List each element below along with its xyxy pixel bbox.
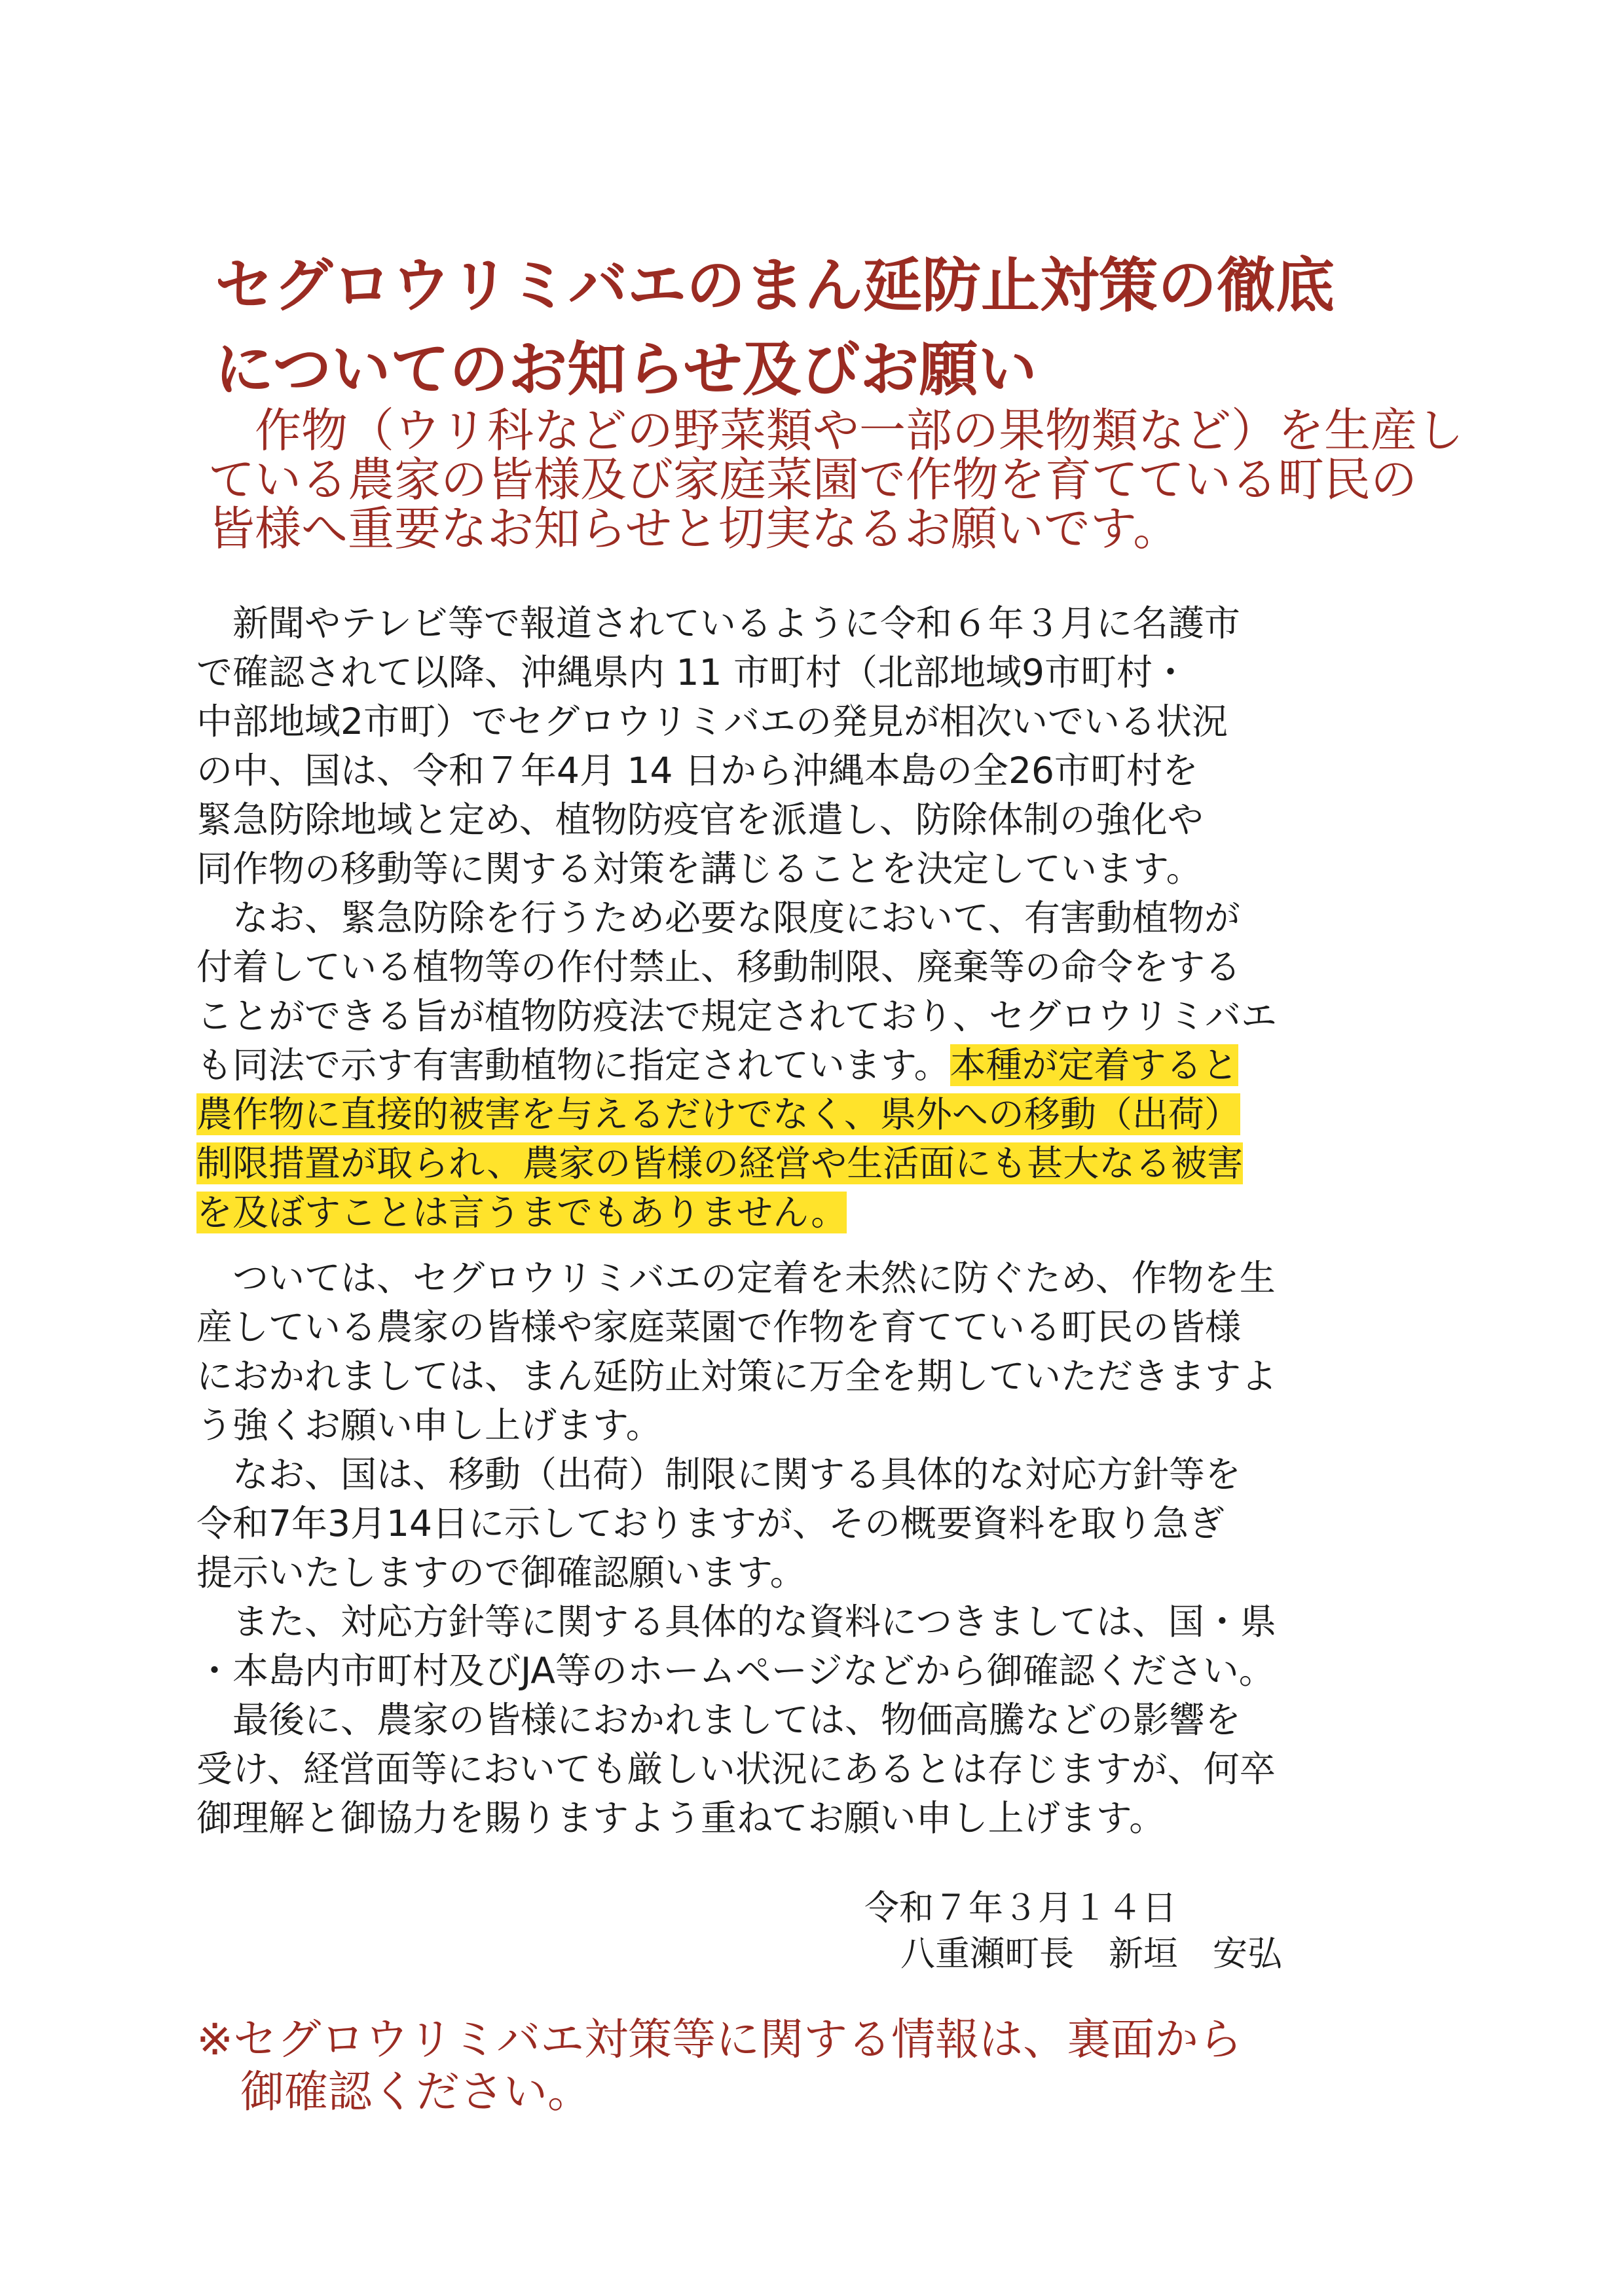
- intro-line: 作物（ウリ科などの野菜類や一部の果物類など）を生産し: [208, 403, 1464, 458]
- body-line: なお、緊急防除を行うため必要な限度において、有害動植物が: [196, 897, 1240, 939]
- body-line: ・本島内市町村及びJA等のホームページなどから御確認ください。: [196, 1650, 1275, 1692]
- body-line: う強くお願い申し上げます。: [196, 1404, 662, 1446]
- body-line: におかれましては、まん延防止対策に万全を期していただきますよ: [196, 1355, 1278, 1397]
- body-line: 緊急防除地域と定め、植物防疫官を派遣し、防除体制の強化や: [196, 799, 1204, 841]
- notice-title: [215, 244, 1459, 411]
- body-line: ついては、セグロウリミバエの定着を未然に防ぐため、作物を生: [196, 1257, 1276, 1299]
- highlighted-text: 農作物に直接的被害を与えるだけでなく、県外への移動（出荷）: [196, 1093, 1240, 1135]
- body-line: 最後に、農家の皆様におかれましては、物価高騰などの影響を: [196, 1699, 1242, 1741]
- highlighted-text: 本種が定着すると: [950, 1044, 1238, 1086]
- body-line: の中、国は、令和７年4月 14 日から沖縄本島の全26市町村を: [196, 750, 1198, 792]
- highlighted-text: 制限措置が取られ、農家の皆様の経営や生活面にも甚大なる被害: [196, 1142, 1244, 1184]
- body-line: なお、国は、移動（出荷）制限に関する具体的な対応方針等を: [196, 1453, 1242, 1495]
- signature-author: 八重瀬町長 新垣 安弘: [900, 1934, 1282, 1974]
- body-line: 中部地域2市町）でセグロウリミバエの発見が相次いでいる状況: [196, 701, 1228, 742]
- body-line: 提示いたしますので御確認願います。: [196, 1552, 806, 1594]
- footer-note: [196, 2013, 1441, 2118]
- body-line-plain: も同法で示す有害動植物に指定されています。: [196, 1044, 950, 1086]
- body-section-2: [196, 1254, 1441, 1843]
- body-line: また、対応方針等に関する具体的な資料につきましては、国・県: [196, 1601, 1276, 1643]
- body-line: ことができる旨が植物防疫法で規定されており、セグロウリミバエ: [196, 995, 1278, 1037]
- signature-date: 令和７年３月１４日: [864, 1888, 1177, 1928]
- footer-note-line: 御確認ください。: [196, 2066, 591, 2117]
- body-line-mixed: [196, 1041, 1441, 1090]
- highlighted-line: [196, 1090, 1441, 1139]
- intro-line: ている農家の皆様及び家庭菜園で作物を育てている町民の: [208, 452, 1418, 507]
- highlighted-line: [196, 1139, 1441, 1188]
- body-line: 同作物の移動等に関する対策を講じることを決定しています。: [196, 848, 1202, 890]
- highlighted-text: を及ぼすことは言うまでもありません。: [196, 1192, 847, 1233]
- intro-line: 皆様へ重要なお知らせと切実なるお願いです。: [208, 501, 1180, 556]
- title-line: についてのお知らせ及びお願い: [215, 335, 1037, 404]
- body-line: で確認されて以降、沖縄県内 11 市町村（北部地域9市町村・: [196, 651, 1189, 693]
- body-line: 付着している植物等の作付禁止、移動制限、廃棄等の命令をする: [196, 946, 1242, 988]
- body-section-1: [196, 599, 1441, 1237]
- body-line: 受け、経営面等においても厳しい状況にあるとは存じますが、何卒: [196, 1748, 1276, 1790]
- signature-block: [864, 1886, 1388, 1977]
- body-line: 産している農家の皆様や家庭菜園で作物を育てている町民の皆様: [196, 1306, 1242, 1348]
- title-line: セグロウリミバエのまん延防止対策の徹底: [215, 251, 1335, 320]
- body-line: 新聞やテレビ等で報道されているように令和６年３月に名護市: [196, 602, 1240, 644]
- body-line: 令和7年3月14日に示しておりますが、その概要資料を取り急ぎ: [196, 1503, 1225, 1544]
- highlighted-line: [196, 1188, 1441, 1237]
- intro-paragraph: [208, 403, 1464, 556]
- body-line: 御理解と御協力を賜りますよう重ねてお願い申し上げます。: [196, 1797, 1166, 1839]
- footer-note-line: ※セグロウリミバエ対策等に関する情報は、裏面から: [196, 2014, 1243, 2065]
